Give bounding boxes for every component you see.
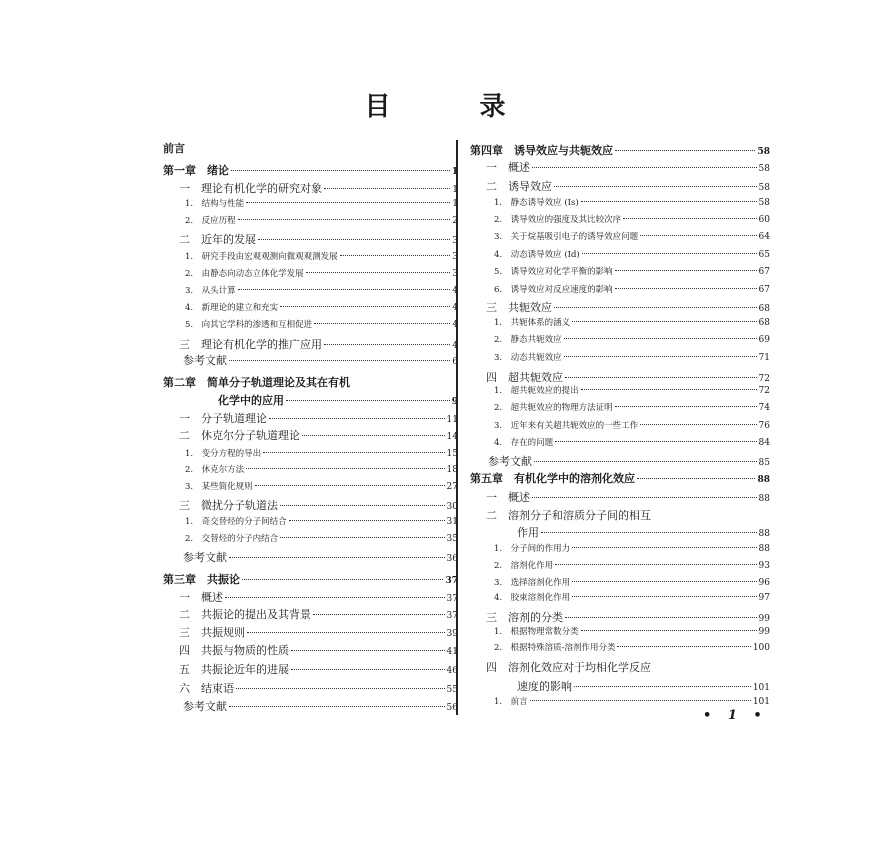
toc-entry-page: 76 (758, 421, 770, 431)
toc-leader-dots (640, 424, 756, 425)
toc-entry-title: 3. 关于烷基吸引电子的诱导效应问题 (494, 232, 639, 242)
toc-leader-dots (236, 688, 445, 689)
toc-entry-page: 68 (758, 318, 770, 328)
toc-leader-dots (291, 669, 445, 670)
toc-entry (163, 234, 458, 246)
toc-entry (163, 200, 458, 209)
toc-leader-dots (238, 219, 451, 220)
toc-leader-dots (637, 478, 755, 479)
toc-leader-dots (229, 557, 445, 558)
toc-entry-title: 参考文献 (183, 354, 227, 367)
toc-entry (470, 181, 770, 193)
toc-entry-title: 1. 共轭体系的涵义 (494, 318, 571, 328)
toc-entry (470, 387, 770, 396)
toc-entry-title: 二 近年的发展 (179, 233, 256, 246)
toc-entry-page: 88 (758, 529, 770, 539)
toc-entry (470, 286, 770, 295)
toc-entry-page: 85 (758, 458, 770, 468)
toc-entry-title: 二 诱导效应 (486, 180, 552, 193)
toc-entry-title: 三 共振规则 (179, 626, 245, 639)
toc-leader-dots (340, 255, 451, 256)
toc-entry-page: 30 (446, 502, 458, 512)
toc-entry (163, 627, 458, 639)
toc-entry (163, 355, 458, 367)
toc-entry-title: 1. 超共轭效应的提出 (494, 386, 579, 396)
toc-entry-page: 58 (758, 164, 770, 174)
toc-leader-dots (615, 288, 757, 289)
toc-leader-dots (565, 377, 757, 378)
toc-entry-title: 一 理论有机化学的研究对象 (179, 182, 322, 195)
toc-entry (470, 372, 770, 384)
toc-entry-title: 二 休克尔分子轨道理论 (179, 429, 300, 442)
toc-entry (163, 287, 458, 296)
toc-entry (163, 165, 458, 177)
toc-leader-dots (565, 617, 757, 618)
toc-entry (163, 535, 458, 544)
toc-leader-dots (324, 344, 450, 345)
toc-entry-page: 88 (758, 494, 770, 504)
toc-entry-title: 2. 诱导效应的强度及其比较次序 (494, 215, 622, 225)
toc-leader-dots (615, 406, 757, 407)
toc-entry-page: 96 (758, 578, 770, 588)
toc-entry-page: 4 (452, 320, 458, 330)
toc-entry (470, 199, 770, 208)
toc-entry-page: 37 (446, 594, 458, 604)
toc-entry (470, 527, 770, 539)
toc-entry (163, 483, 458, 492)
toc-entry-title: 四 超共轭效应 (486, 371, 563, 384)
toc-leader-dots (246, 202, 450, 203)
toc-leader-dots (246, 468, 444, 469)
toc-entry-page: 97 (758, 593, 770, 603)
toc-entry-title: 一 分子轨道理论 (179, 412, 267, 425)
toc-leader-dots (229, 360, 450, 361)
toc-entry (470, 233, 770, 242)
toc-entry-page: 4 (452, 303, 458, 313)
toc-entry-page: 93 (758, 561, 770, 571)
toc-entry-page: 67 (758, 267, 770, 277)
toc-leader-dots (286, 400, 450, 401)
toc-entry (163, 450, 458, 459)
toc-entry-title: 三 微扰分子轨道法 (179, 499, 278, 512)
toc-entry-title: 参考文献 (183, 700, 227, 713)
toc-entry-title: 四 共振与物质的性质 (179, 644, 289, 657)
toc-entry-page: 58 (758, 198, 770, 208)
toc-entry-title: 一 概述 (486, 491, 530, 504)
toc-entry (470, 579, 770, 588)
toc-entry-title: 参考文献 (488, 455, 532, 468)
toc-entry-title: 4. 新理论的建立和充实 (185, 303, 279, 313)
toc-entry-title: 4. 胶束溶剂化作用 (494, 593, 571, 603)
toc-entry-page: 37 (446, 611, 458, 621)
toc-entry (163, 500, 458, 512)
toc-leader-dots (572, 596, 756, 597)
toc-entry-title: 2. 交替烃的分子内结合 (185, 534, 279, 544)
toc-entry (470, 644, 770, 653)
toc-entry-title: 二 共振论的提出及其背景 (179, 608, 311, 621)
toc-entry-title: 5. 诱导效应对化学平衡的影响 (494, 267, 613, 277)
toc-leader-dots (258, 239, 450, 240)
toc-leader-dots (225, 597, 445, 598)
toc-entry-page: 1 (452, 185, 458, 195)
toc-entry-page: 58 (757, 147, 770, 157)
toc-entry-page: 69 (758, 335, 770, 345)
toc-entry (470, 562, 770, 571)
toc-entry (470, 268, 770, 277)
toc-entry-title: 4. 动态诱导效应 (Id) (494, 250, 580, 260)
toc-entry (470, 662, 770, 673)
toc-entry (163, 645, 458, 657)
toc-leader-dots (532, 167, 757, 168)
toc-entry-page: 55 (446, 685, 458, 695)
toc-entry-title: 1. 静态诱导效应 (Is) (494, 198, 579, 208)
toc-entry (163, 701, 458, 713)
toc-entry-title: 2. 根据特殊溶质-溶剂作用分类 (494, 643, 616, 653)
toc-entry-page: 3 (452, 269, 458, 279)
toc-entry-page: 27 (446, 482, 458, 492)
toc-entry-page: 74 (758, 403, 770, 413)
toc-entry-page: 99 (758, 627, 770, 637)
toc-entry-title: 4. 存在的问题 (494, 438, 554, 448)
toc-entry-title: 化学中的应用 (218, 394, 284, 407)
toc-entry (163, 270, 458, 279)
toc-entry-title: 3. 动态共轭效应 (494, 353, 562, 363)
toc-leader-dots (280, 306, 450, 307)
toc-entry-page: 3 (452, 236, 458, 246)
toc-leader-dots (242, 579, 443, 580)
page-title: 目 录 (364, 92, 546, 122)
toc-leader-dots (231, 170, 450, 171)
toc-entry-title: 2. 溶剂化作用 (494, 561, 554, 571)
toc-entry (163, 143, 458, 154)
toc-entry-title: 作用 (517, 526, 539, 539)
toc-leader-dots (291, 650, 445, 651)
toc-leader-dots (640, 235, 756, 236)
toc-entry (163, 413, 458, 425)
toc-entry (163, 664, 458, 676)
toc-entry-title: 第四章 诱导效应与共轭效应 (470, 144, 613, 157)
toc-leader-dots (269, 418, 445, 419)
toc-entry-page: 46 (446, 666, 458, 676)
toc-entry-page: 1 (451, 167, 458, 177)
toc-leader-dots (324, 188, 450, 189)
toc-leader-dots (574, 686, 751, 687)
toc-leader-dots (572, 581, 756, 582)
toc-entry-page: 65 (758, 250, 770, 260)
toc-entry-title: 一 概述 (486, 161, 530, 174)
toc-leader-dots (554, 186, 757, 187)
toc-entry-title: 三 理论有机化学的推广应用 (179, 338, 322, 351)
toc-entry-title: 一 概述 (179, 591, 223, 604)
toc-entry (470, 251, 770, 260)
toc-entry-title: 3. 某些简化规则 (185, 482, 253, 492)
toc-entry (470, 302, 770, 314)
toc-leader-dots (247, 632, 445, 633)
toc-entry-page: 11 (446, 415, 458, 425)
toc-entry-page: 18 (446, 465, 458, 475)
toc-entry-title: 3. 近年来有关超共轭效应的一些工作 (494, 421, 639, 431)
toc-entry (470, 145, 770, 157)
toc-entry-page: 36 (446, 554, 458, 564)
toc-entry-title: 3. 从头计算 (185, 286, 236, 296)
toc-entry-title: 三 共轭效应 (486, 301, 552, 314)
toc-entry (163, 395, 458, 407)
toc-leader-dots (238, 289, 451, 290)
toc-leader-dots (289, 520, 445, 521)
toc-entry (470, 456, 770, 468)
toc-entry-page: 41 (446, 647, 458, 657)
toc-entry-page: 14 (446, 432, 458, 442)
toc-entry-title: 1. 变分方程的导出 (185, 449, 262, 459)
toc-leader-dots (581, 201, 757, 202)
toc-entry-page: 6 (452, 357, 458, 367)
toc-entry-page: 4 (452, 286, 458, 296)
toc-entry-page: 71 (758, 353, 770, 363)
toc-entry-page: 37 (445, 576, 458, 586)
toc-entry-title: 参考文献 (183, 551, 227, 564)
toc-entry (470, 510, 770, 521)
toc-entry-title: 二 溶剂分子和溶质分子间的相互 (486, 509, 651, 522)
toc-entry-page: 56 (446, 703, 458, 713)
toc-entry-page: 4 (452, 341, 458, 351)
toc-leader-dots (263, 452, 444, 453)
toc-entry (470, 216, 770, 225)
toc-entry-title: 前言 (163, 142, 185, 155)
toc-entry-page: 84 (758, 438, 770, 448)
toc-entry (470, 492, 770, 504)
toc-entry (470, 698, 770, 707)
toc-leader-dots (302, 435, 445, 436)
toc-entry (163, 183, 458, 195)
page-number: • 1 • (703, 708, 768, 723)
toc-entry-title: 2. 反应历程 (185, 216, 236, 226)
toc-entry (163, 321, 458, 330)
toc-entry (470, 319, 770, 328)
toc-entry-page: 88 (758, 544, 770, 554)
toc-leader-dots (581, 389, 757, 390)
toc-entry (163, 552, 458, 564)
toc-entry (470, 439, 770, 448)
toc-entry-title: 1. 分子间的作用力 (494, 544, 571, 554)
toc-leader-dots (581, 630, 757, 631)
toc-leader-dots (572, 321, 756, 322)
toc-entry-page: 100 (752, 643, 770, 653)
toc-entry-title: 2. 由静态向动态立体化学发展 (185, 269, 304, 279)
toc-entry (470, 612, 770, 624)
toc-entry-title: 第三章 共振论 (163, 573, 240, 586)
toc-entry (470, 354, 770, 363)
toc-entry-title: 1. 前言 (494, 697, 528, 707)
toc-leader-dots (229, 706, 445, 707)
toc-entry (470, 162, 770, 174)
toc-entry (470, 473, 770, 485)
toc-entry (163, 466, 458, 475)
toc-leader-dots (564, 338, 757, 339)
toc-entry-title: 1. 结构与性能 (185, 199, 245, 209)
toc-entry-title: 速度的影响 (517, 680, 572, 693)
toc-leader-dots (280, 505, 445, 506)
toc-entry (470, 681, 770, 693)
toc-leader-dots (313, 614, 445, 615)
toc-entry (470, 628, 770, 637)
toc-entry (163, 683, 458, 695)
toc-leader-dots (623, 218, 756, 219)
toc-entry (470, 545, 770, 554)
toc-entry-title: 六 结束语 (179, 682, 234, 695)
toc-leader-dots (280, 537, 444, 538)
toc-entry (163, 609, 458, 621)
toc-entry-page: 31 (446, 517, 458, 527)
toc-entry-title: 第一章 绪论 (163, 164, 229, 177)
toc-entry-title: 三 溶剂的分类 (486, 611, 563, 624)
toc-entry-title: 2. 静态共轭效应 (494, 335, 562, 345)
toc-leader-dots (554, 307, 757, 308)
toc-entry-page: 1 (452, 199, 458, 209)
toc-entry-page: 67 (758, 285, 770, 295)
toc-entry-page: 9 (451, 397, 458, 407)
toc-entry-page: 2 (452, 216, 458, 226)
toc-entry-page: 68 (758, 304, 770, 314)
toc-entry-page: 3 (452, 252, 458, 262)
toc-leader-dots (534, 461, 757, 462)
toc-entry (163, 518, 458, 527)
toc-entry-page: 64 (758, 232, 770, 242)
toc-leader-dots (314, 323, 450, 324)
toc-leader-dots (530, 700, 751, 701)
toc-entry-page: 101 (752, 697, 770, 707)
toc-entry (470, 336, 770, 345)
toc-entry (163, 574, 458, 586)
toc-entry-title: 第二章 简单分子轨道理论及其在有机 (163, 376, 350, 389)
toc-entry-page: 58 (758, 183, 770, 193)
toc-entry (163, 304, 458, 313)
toc-entry-title: 五 共振论近年的进展 (179, 663, 289, 676)
toc-leader-dots (582, 253, 757, 254)
toc-entry (163, 217, 458, 226)
toc-entry-page: 72 (758, 374, 770, 384)
toc-leader-dots (555, 441, 756, 442)
toc-entry (163, 377, 458, 388)
toc-entry (163, 430, 458, 442)
toc-entry-page: 101 (752, 683, 770, 693)
toc-leader-dots (532, 497, 757, 498)
toc-leader-dots (564, 356, 757, 357)
toc-entry-title: 3. 选择溶剂化作用 (494, 578, 571, 588)
toc-leader-dots (541, 532, 757, 533)
toc-entry (470, 404, 770, 413)
toc-entry (163, 339, 458, 351)
toc-entry-title: 1. 奇交替烃的分子间结合 (185, 517, 287, 527)
toc-entry-page: 35 (446, 534, 458, 544)
toc-entry-title: 1. 研究手段由宏观观测向微观观测发展 (185, 252, 338, 262)
toc-entry-title: 2. 超共轭效应的物理方法证明 (494, 403, 613, 413)
toc-entry-page: 39 (446, 629, 458, 639)
toc-entry (470, 594, 770, 603)
toc-leader-dots (615, 150, 755, 151)
toc-entry-title: 6. 诱导效应对反应速度的影响 (494, 285, 613, 295)
toc-entry-page: 72 (758, 386, 770, 396)
toc-entry-title: 四 溶剂化效应对于均相化学反应 (486, 661, 651, 674)
toc-leader-dots (555, 564, 756, 565)
toc-leader-dots (617, 646, 750, 647)
toc-entry (470, 422, 770, 431)
toc-entry-page: 60 (758, 215, 770, 225)
toc-entry-title: 1. 根据物理常数分类 (494, 627, 579, 637)
toc-leader-dots (615, 270, 757, 271)
toc-entry (163, 592, 458, 604)
toc-leader-dots (306, 272, 451, 273)
toc-leader-dots (255, 485, 445, 486)
toc-entry (163, 253, 458, 262)
toc-entry-page: 88 (757, 475, 770, 485)
toc-leader-dots (572, 547, 756, 548)
toc-entry-title: 第五章 有机化学中的溶剂化效应 (470, 472, 635, 485)
toc-entry-page: 15 (446, 449, 458, 459)
toc-entry-title: 2. 休克尔方法 (185, 465, 245, 475)
toc-entry-page: 99 (758, 614, 770, 624)
toc-entry-title: 5. 向其它学科的渗透和互相促进 (185, 320, 313, 330)
